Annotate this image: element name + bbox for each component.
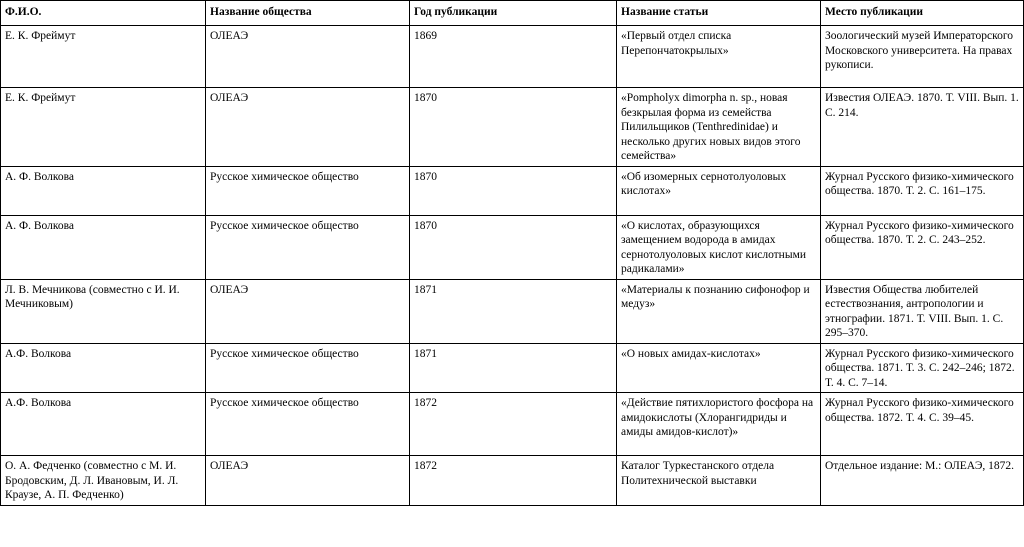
cell-title: «О кислотах, образующихся замещением водорода в амидах сернотолуоловых кислот кислотными радикалами» — [617, 215, 821, 279]
cell-author: А. Ф. Волкова — [1, 215, 206, 279]
cell-society: ОЛЕАЭ — [206, 456, 410, 506]
cell-place: Журнал Русского физико-химического общества. 1870. Т. 2. С. 161–175. — [821, 166, 1024, 215]
cell-year: 1871 — [410, 279, 617, 343]
cell-society: ОЛЕАЭ — [206, 26, 410, 88]
header-society: Название общества — [206, 1, 410, 26]
cell-society: ОЛЕАЭ — [206, 88, 410, 167]
header-row — [1, 1, 1024, 26]
table-row — [1, 343, 1024, 393]
table-row — [1, 393, 1024, 456]
cell-author: А.Ф. Волкова — [1, 343, 206, 393]
cell-place: Журнал Русского физико-химического общества. 1870. Т. 2. С. 243–252. — [821, 215, 1024, 279]
header-year: Год публикации — [410, 1, 617, 26]
cell-place: Журнал Русского физико-химического общества. 1871. Т. 3. С. 242–246; 1872. Т. 4. С. 7–14. — [821, 343, 1024, 393]
table-row — [1, 279, 1024, 343]
table-row — [1, 26, 1024, 88]
table-row — [1, 215, 1024, 279]
cell-title: «Материалы к познанию сифонофор и медуз» — [617, 279, 821, 343]
header-title: Название статьи — [617, 1, 821, 26]
cell-society: ОЛЕАЭ — [206, 279, 410, 343]
cell-title: «Об изомерных сернотолуоловых кислотах» — [617, 166, 821, 215]
cell-title: «О новых амидах-кислотах» — [617, 343, 821, 393]
cell-place: Известия Общества любителей естествознания, антропологии и этнографии. 1871. Т. VIII. Вып. 1. С. 295–370. — [821, 279, 1024, 343]
header-author: Ф.И.О. — [1, 1, 206, 26]
cell-year: 1871 — [410, 343, 617, 393]
cell-title: «Pompholyx dimorpha n. sp., новая безкрылая форма из семейства Пилильщиков (Tenthredinidae) и несколько других новых видов этого семейства» — [617, 88, 821, 167]
cell-year: 1870 — [410, 215, 617, 279]
cell-author: О. А. Федченко (совместно с М. И. Бродовским, Д. Л. Ивановым, И. Л. Краузе, А. П. Федченко) — [1, 456, 206, 506]
cell-author: А.Ф. Волкова — [1, 393, 206, 456]
cell-year: 1872 — [410, 393, 617, 456]
table-row — [1, 88, 1024, 167]
cell-place: Журнал Русского физико-химического общества. 1872. Т. 4. С. 39–45. — [821, 393, 1024, 456]
cell-year: 1870 — [410, 166, 617, 215]
cell-author: А. Ф. Волкова — [1, 166, 206, 215]
cell-year: 1870 — [410, 88, 617, 167]
cell-society: Русское химическое общество — [206, 166, 410, 215]
cell-year: 1869 — [410, 26, 617, 88]
cell-title: Каталог Туркестанского отдела Политехнической выставки — [617, 456, 821, 506]
cell-author: Е. К. Фреймут — [1, 26, 206, 88]
cell-author: Л. В. Мечникова (совместно с И. И. Мечниковым) — [1, 279, 206, 343]
cell-society: Русское химическое общество — [206, 215, 410, 279]
table-row — [1, 166, 1024, 215]
cell-title: «Действие пятихлористого фосфора на амидокислоты (Хлорангидриды и амиды амидов-кислот)» — [617, 393, 821, 456]
table-row — [1, 456, 1024, 506]
cell-society: Русское химическое общество — [206, 393, 410, 456]
cell-society: Русское химическое общество — [206, 343, 410, 393]
cell-place: Известия ОЛЕАЭ. 1870. Т. VIII. Вып. 1. С. 214. — [821, 88, 1024, 167]
cell-place: Зоологический музей Императорского Московского университета. На правах рукописи. — [821, 26, 1024, 88]
cell-title: «Первый отдел списка Перепончатокрылых» — [617, 26, 821, 88]
cell-author: Е. К. Фреймут — [1, 88, 206, 167]
header-place: Место публикации — [821, 1, 1024, 26]
cell-year: 1872 — [410, 456, 617, 506]
cell-place: Отдельное издание: М.: ОЛЕАЭ, 1872. — [821, 456, 1024, 506]
